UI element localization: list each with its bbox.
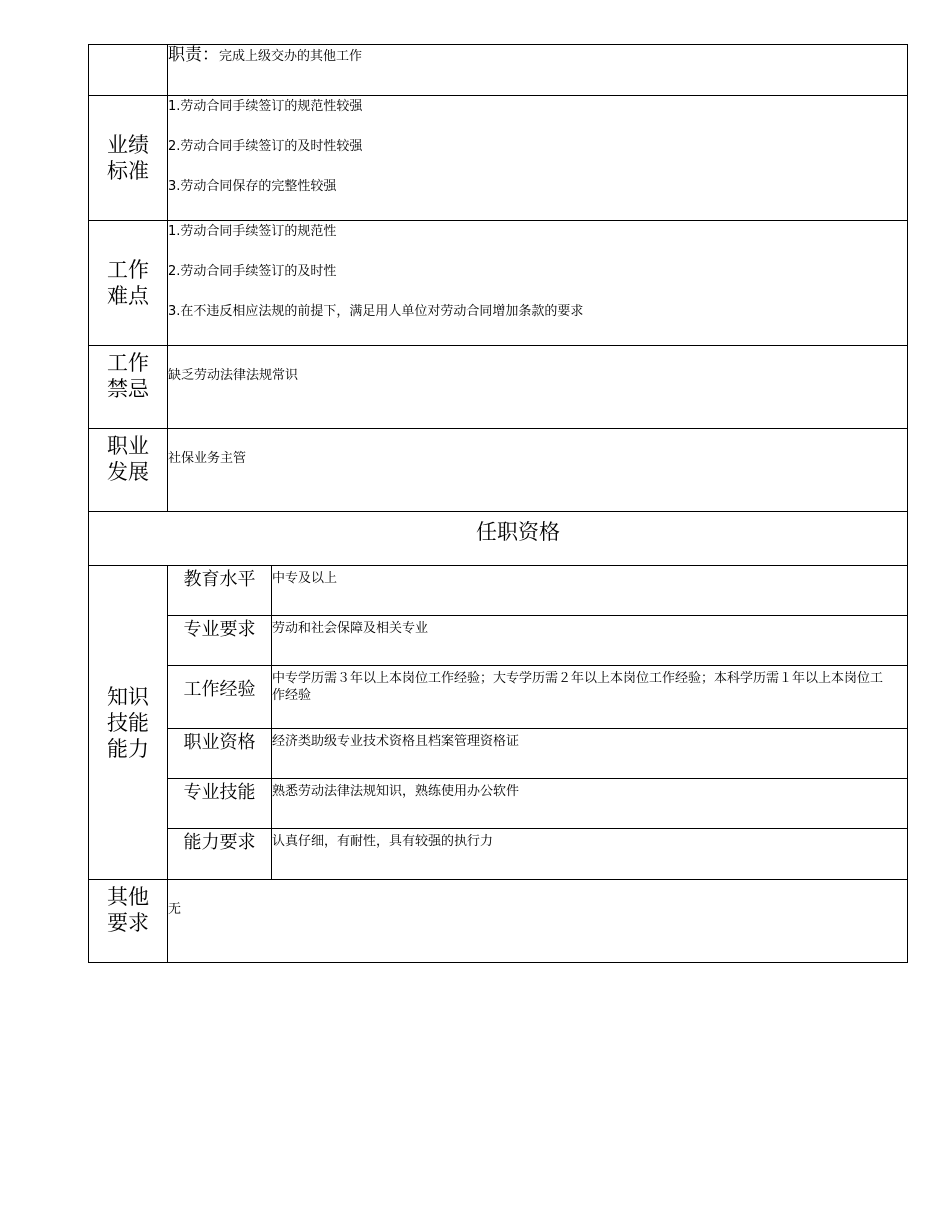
qualification-row [89,779,908,829]
skill-value: 熟悉劳动法律法规知识，熟练使用办公软件 [272,779,908,829]
education-label: 教育水平 [168,566,272,616]
ability-value: 认真仔细，有耐性，具有较强的执行力 [272,829,908,880]
qualification-row [89,616,908,666]
difficulty-label: 工作 难点 [89,221,168,346]
difficulty-row [89,221,908,346]
qualification-title-row [89,512,908,566]
skills-group-label: 知识 技能 能力 [89,566,168,880]
major-label: 专业要求 [168,616,272,666]
qualification-row [89,566,908,616]
major-value: 劳动和社会保障及相关专业 [272,616,908,666]
duty-row [89,45,908,96]
performance-content [168,96,908,221]
career-content: 社保业务主管 [168,429,908,512]
taboo-row [89,346,908,429]
ability-label: 能力要求 [168,829,272,880]
duty-text: 完成上级交办的其他工作 [219,49,363,64]
other-label: 其他 要求 [89,880,168,963]
qualification-row [89,829,908,880]
taboo-content: 缺乏劳动法律法规常识 [168,346,908,429]
job-description-table [88,44,907,963]
other-row [89,880,908,963]
certification-label: 职业资格 [168,729,272,779]
performance-item: 2.劳动合同手续签订的及时性较强 [168,139,363,154]
experience-label: 工作经验 [168,666,272,729]
other-content: 无 [168,880,908,963]
duty-label-cell [89,45,168,96]
skill-label: 专业技能 [168,779,272,829]
qualification-title: 任职资格 [89,512,908,566]
taboo-label: 工作 禁忌 [89,346,168,429]
difficulty-item: 2.劳动合同手续签订的及时性 [168,264,337,279]
qualification-row [89,666,908,729]
difficulty-content [168,221,908,346]
difficulty-item: 3.在不违反相应法规的前提下，满足用人单位对劳动合同增加条款的要求 [168,304,584,319]
difficulty-item: 1.劳动合同手续签订的规范性 [168,224,337,239]
performance-row [89,96,908,221]
experience-value: 中专学历需３年以上本岗位工作经验；大专学历需２年以上本岗位工作经验；本科学历需１年以上本岗位工作经验 [272,666,908,729]
qualification-row [89,729,908,779]
performance-label: 业绩 标准 [89,96,168,221]
education-value: 中专及以上 [272,566,908,616]
career-row [89,429,908,512]
certification-value: 经济类助级专业技术资格且档案管理资格证 [272,729,908,779]
performance-item: 1.劳动合同手续签订的规范性较强 [168,99,363,114]
duty-label: 职责： [168,45,219,65]
performance-item: 3.劳动合同保存的完整性较强 [168,179,337,194]
duty-content [168,45,908,96]
career-label: 职业 发展 [89,429,168,512]
